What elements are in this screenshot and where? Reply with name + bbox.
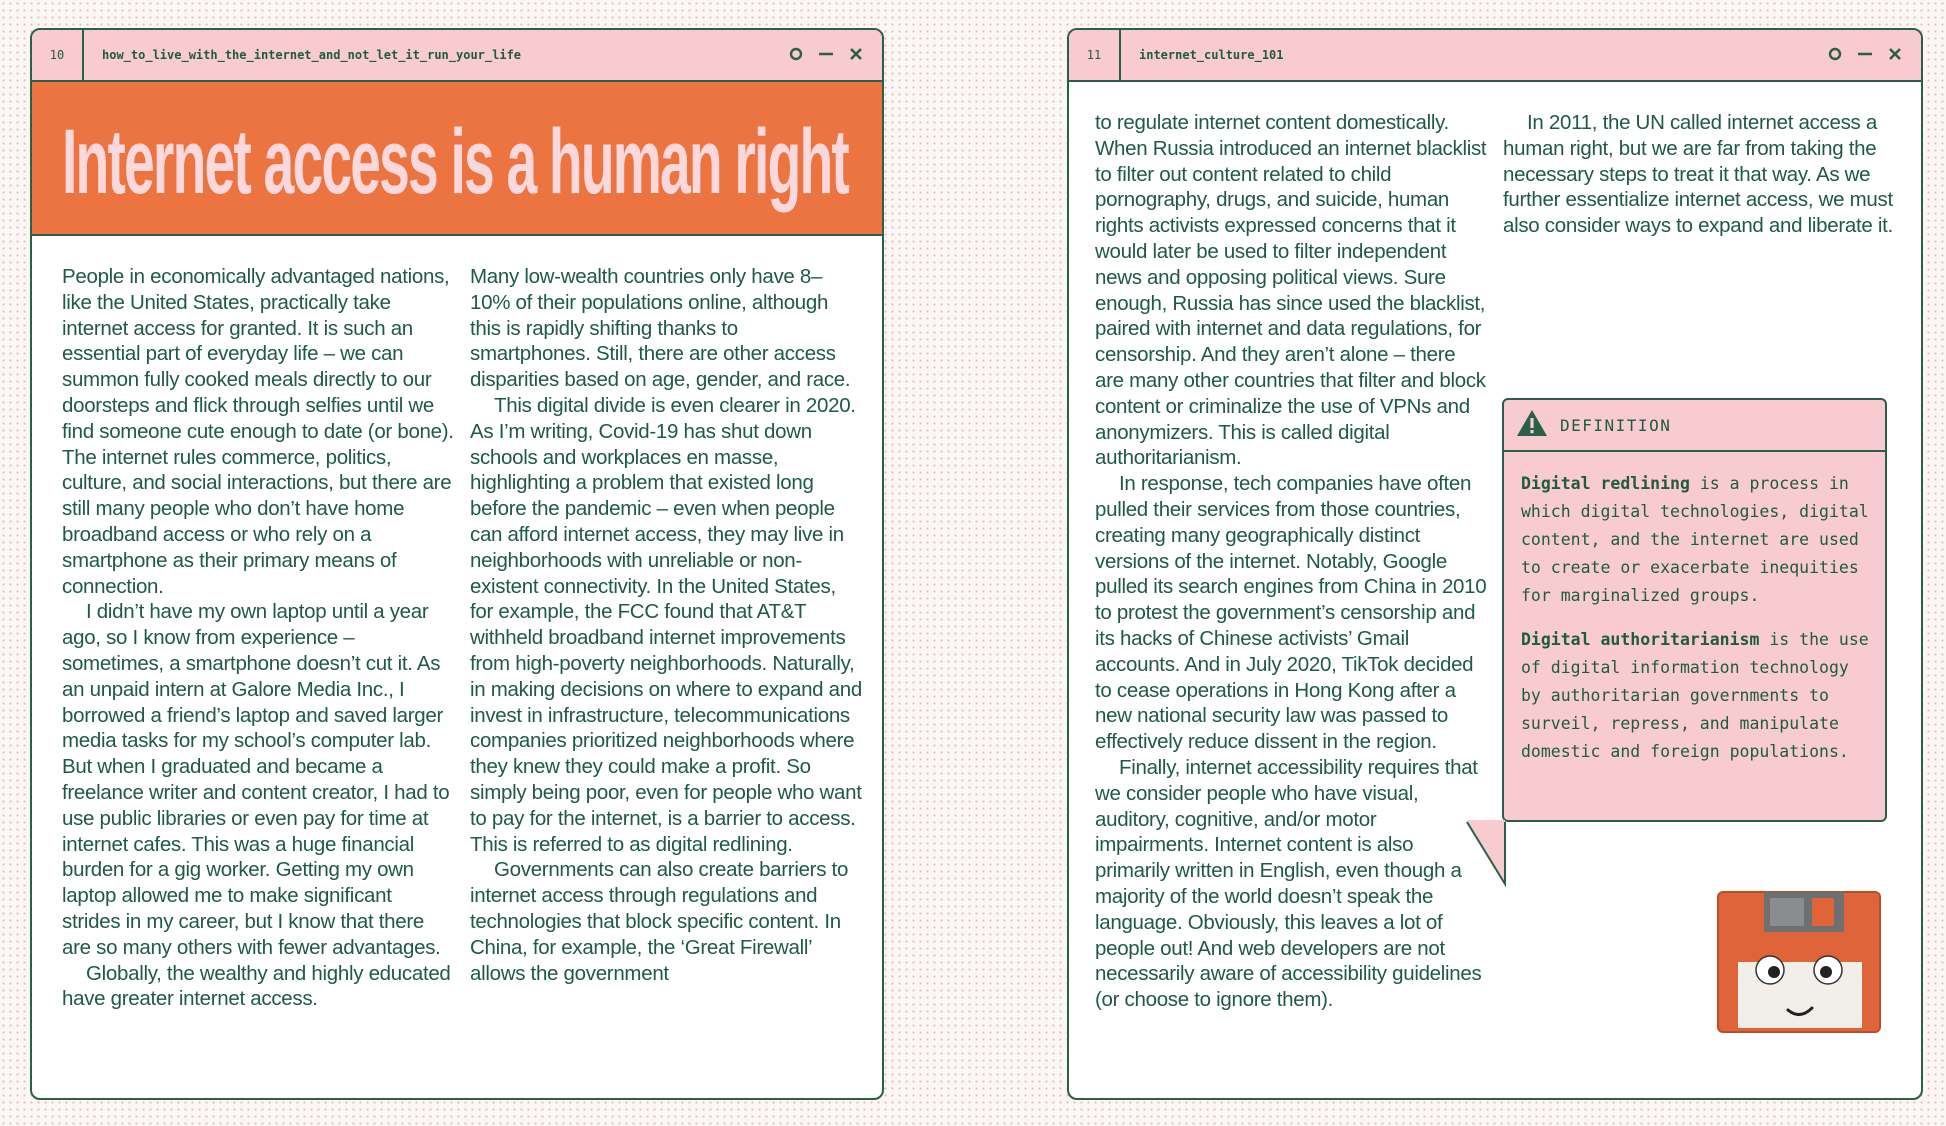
left-column-2 xyxy=(470,264,862,986)
close-icon[interactable] xyxy=(846,43,866,65)
circle-icon[interactable] xyxy=(786,43,806,65)
floppy-disk-mascot-icon xyxy=(1714,888,1884,1038)
page-title: Internet access is a human right xyxy=(62,111,849,213)
circle-icon[interactable] xyxy=(1825,43,1845,65)
paragraph: Globally, the wealthy and highly educated have greater internet access. xyxy=(62,961,451,1011)
paragraph: In response, tech companies have often pulled their services from those countries, creating many geographically distinct versions of the internet. Notably, Google pulled its search engines from China in 2010 to protest the government’s censorship and its hacks of Chinese activists’ Gmail accounts. And in July 2020, TikTok decided to cease operations in Hong Kong after a new national security law was passed to effectively reduce dissent in the region. xyxy=(1095,472,1487,754)
definition-entry xyxy=(1521,626,1871,766)
paragraph: In 2011, the UN called internet access a human right, but we are far from taking the necessary steps to treat it that way. As we further essentialize internet access, we must also consider ways to expand and liberate it. xyxy=(1503,111,1893,238)
right-page-window xyxy=(1067,28,1923,1100)
left-filename: how_to_live_with_the_internet_and_not_let_it_run_your_life xyxy=(102,48,522,62)
speech-bubble-tail xyxy=(1423,820,1523,888)
title-banner xyxy=(32,82,882,236)
right-titlebar xyxy=(1069,30,1921,82)
warning-icon xyxy=(1516,409,1548,442)
minus-icon[interactable] xyxy=(816,43,836,65)
definition-entry xyxy=(1521,470,1871,610)
definition-header xyxy=(1504,400,1885,452)
right-page-number: 11 xyxy=(1069,30,1121,80)
minus-icon[interactable] xyxy=(1855,43,1875,65)
definition-term: Digital redlining xyxy=(1521,474,1690,493)
close-icon[interactable] xyxy=(1885,43,1905,65)
left-page-number: 10 xyxy=(32,30,84,80)
paragraph: People in economically advantaged nations, like the United States, practically take internet access for granted. It is such an essential part of everyday life – we can summon fully cooked meals directly to our doorsteps and flick through selfies until we find someone cute enough to date (or bone). The internet rules commerce, politics, culture, and social interactions, but there are still many people who don’t have home broadband access or who rely on a smartphone as their primary means of connection. xyxy=(62,265,454,598)
paragraph: Finally, internet accessibility requires that we consider people who have visual, auditory, cognitive, and/or motor impairments. Internet content is also primarily written in English, even though a majority of the world doesn’t speak the language. Obviously, this leaves a lot of people out! And web developers are not necessarily aware of accessibility guidelines (or choose to ignore them). xyxy=(1095,755,1482,1012)
right-column-2 xyxy=(1503,110,1901,239)
definition-text: is a process in which digital technologies, digital content, and the internet are used to create or exacerbate inequities for marginalized groups. xyxy=(1521,474,1869,605)
paragraph: Many low-wealth countries only have 8–10% of their populations online, although this is rapidly shifting thanks to smartphones. Still, there are other access disparities based on age, gender, and race. xyxy=(470,265,851,392)
definition-text: is the use of digital information technology by authoritarian governments to surveil, repress, and manipulate domestic and foreign populations. xyxy=(1521,630,1869,761)
definition-box xyxy=(1502,398,1887,822)
paragraph: Governments can also create barriers to internet access through regulations and technologies that block specific content. In China, for example, the ‘Great Firewall’ allows the government xyxy=(470,858,849,985)
paragraph: to regulate internet content domestically. When Russia introduced an internet blacklist to filter out content related to child pornography, drugs, and suicide, human rights activists expressed concerns that it would later be used to filter independent news and opposing political views. Sure enough, Russia has since used the blacklist, paired with internet and data regulations, for censorship. And they aren’t alone – there are many other countries that filter and block content or criminalize the use of VPNs and anonymizers. This is called digital authoritarianism. xyxy=(1095,111,1487,470)
paragraph: I didn’t have my own laptop until a year ago, so I know from experience – sometimes, a smartphone doesn’t cut it. As an unpaid intern at Galore Media Inc., I borrowed a friend’s laptop and saved larger media tasks for my school’s computer lab. But when I graduated and became a freelance writer and content creator, I had to use public libraries or even pay for time at internet cafes. This was a huge financial burden for a gig worker. Getting my own laptop allowed me to make significant strides in my career, but I know that there are so many others with fewer advantages. xyxy=(62,600,450,959)
left-page-window xyxy=(30,28,884,1100)
definition-term: Digital authoritarianism xyxy=(1521,630,1760,649)
definition-label: DEFINITION xyxy=(1560,415,1672,435)
right-filename: internet_culture_101 xyxy=(1139,48,1284,62)
definition-body xyxy=(1504,452,1885,766)
left-titlebar xyxy=(32,30,882,82)
paragraph: This digital divide is even clearer in 2020. As I’m writing, Covid-19 has shut down schools and workplaces en masse, highlighting a problem that existed long before the pandemic – even when people can afford internet access, they may live in neighborhoods with unreliable or non-existent connectivity. In the United States, for example, the FCC found that AT&T withheld broadband internet improvements from high-poverty neighborhoods. Naturally, in making decisions on where to expand and invest in infrastructure, telecommunications companies prioritized neighborhoods where they knew they could make a profit. So simply being poor, even for people who want to pay for the internet, is a barrier to access. This is referred to as digital redlining. xyxy=(470,393,862,856)
left-column-1 xyxy=(62,264,454,1012)
